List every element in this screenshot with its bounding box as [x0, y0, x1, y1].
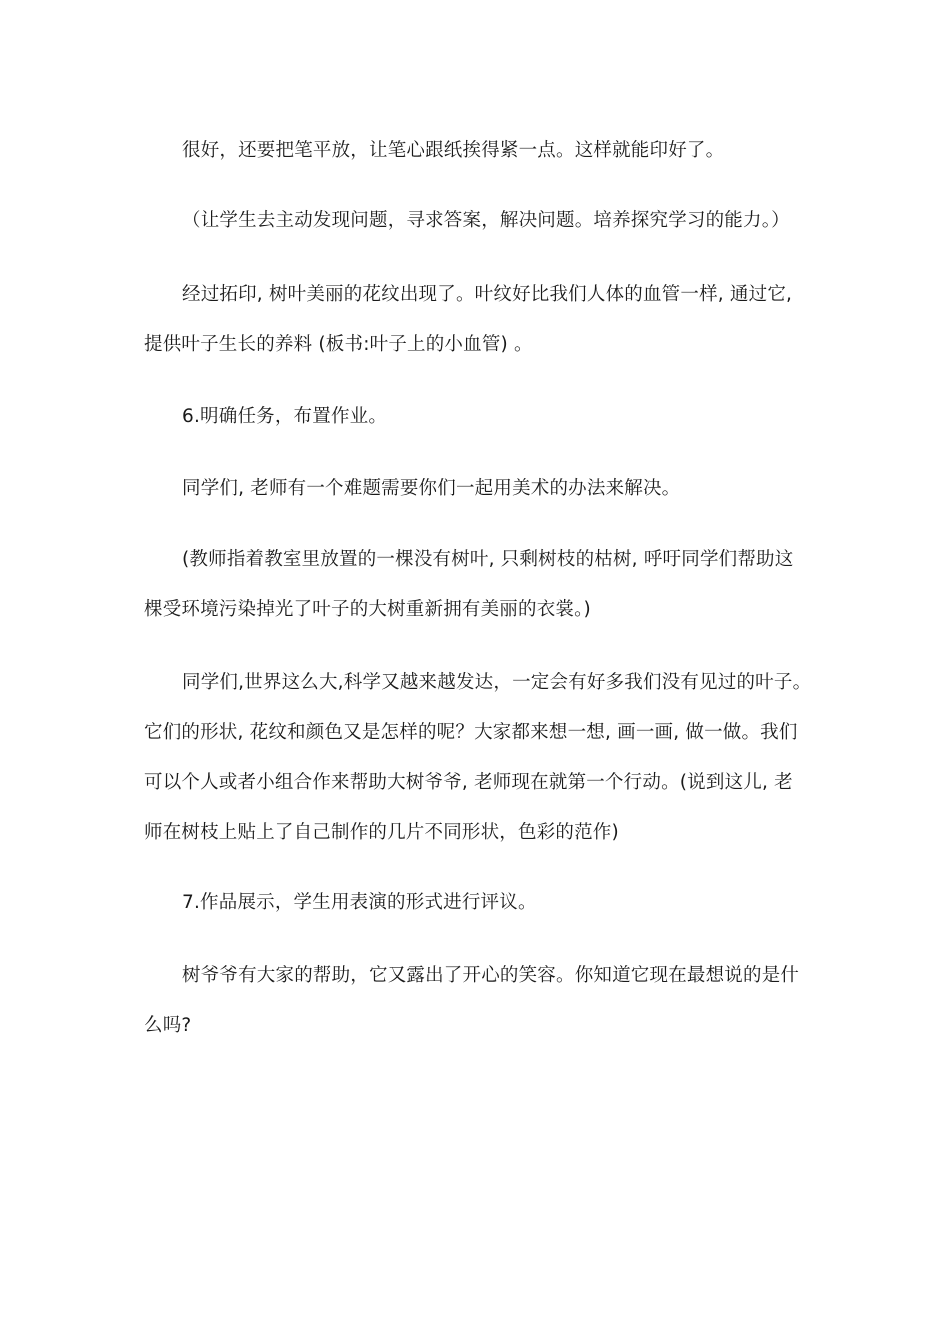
- paragraph-leaf-veins: [144, 270, 814, 370]
- paragraph-tree-note: [144, 535, 814, 635]
- paragraph-praise: [144, 126, 814, 176]
- text-line: 7.作品展示，学生用表演的形式进行评议。: [182, 892, 537, 913]
- text-line: （让学生去主动发现问题，寻求答案，解决问题。培养探究学习的能力。）: [182, 210, 790, 231]
- paragraph-tree-grandpa: [144, 951, 814, 1051]
- text-line: 6.明确任务，布置作业。: [182, 406, 388, 427]
- text-line: 树爷爷有大家的帮助，它又露出了开心的笑容。你知道它现在最想说的是什: [182, 965, 800, 986]
- text-line: 同学们,世界这么大,科学又越来越发达，一定会有好多我们没有见过的叶子。: [182, 672, 812, 693]
- text-line: 棵受环境污染掉光了叶子的大树重新拥有美丽的衣裳。): [144, 599, 591, 620]
- paragraph-imagine-leaves: [144, 658, 814, 858]
- text-line: 可以个人或者小组合作来帮助大树爷爷, 老师现在就第一个行动。(说到这儿, 老: [144, 772, 793, 793]
- text-line: 么吗?: [144, 1015, 192, 1036]
- section-heading-6: [144, 392, 814, 442]
- text-line: 师在树枝上贴上了自己制作的几片不同形状，色彩的范作): [144, 822, 619, 843]
- text-line: 很好，还要把笔平放，让笔心跟纸挨得紧一点。这样就能印好了。: [182, 140, 725, 161]
- paragraph-problem: [144, 464, 814, 514]
- text-line: 经过拓印, 树叶美丽的花纹出现了。叶纹好比我们人体的血管一样, 通过它,: [182, 284, 793, 305]
- text-line: 同学们, 老师有一个难题需要你们一起用美术的办法来解决。: [182, 478, 681, 499]
- text-line: 提供叶子生长的养料 (板书:叶子上的小血管) 。: [144, 334, 533, 355]
- section-heading-7: [144, 878, 814, 928]
- text-line: 它们的形状, 花纹和颜色又是怎样的呢？大家都来想一想, 画一画, 做一做。我们: [144, 722, 798, 743]
- text-line: (教师指着教室里放置的一棵没有树叶, 只剩树枝的枯树, 呼吁同学们帮助这: [182, 549, 794, 570]
- paragraph-note-inquiry: [144, 196, 814, 246]
